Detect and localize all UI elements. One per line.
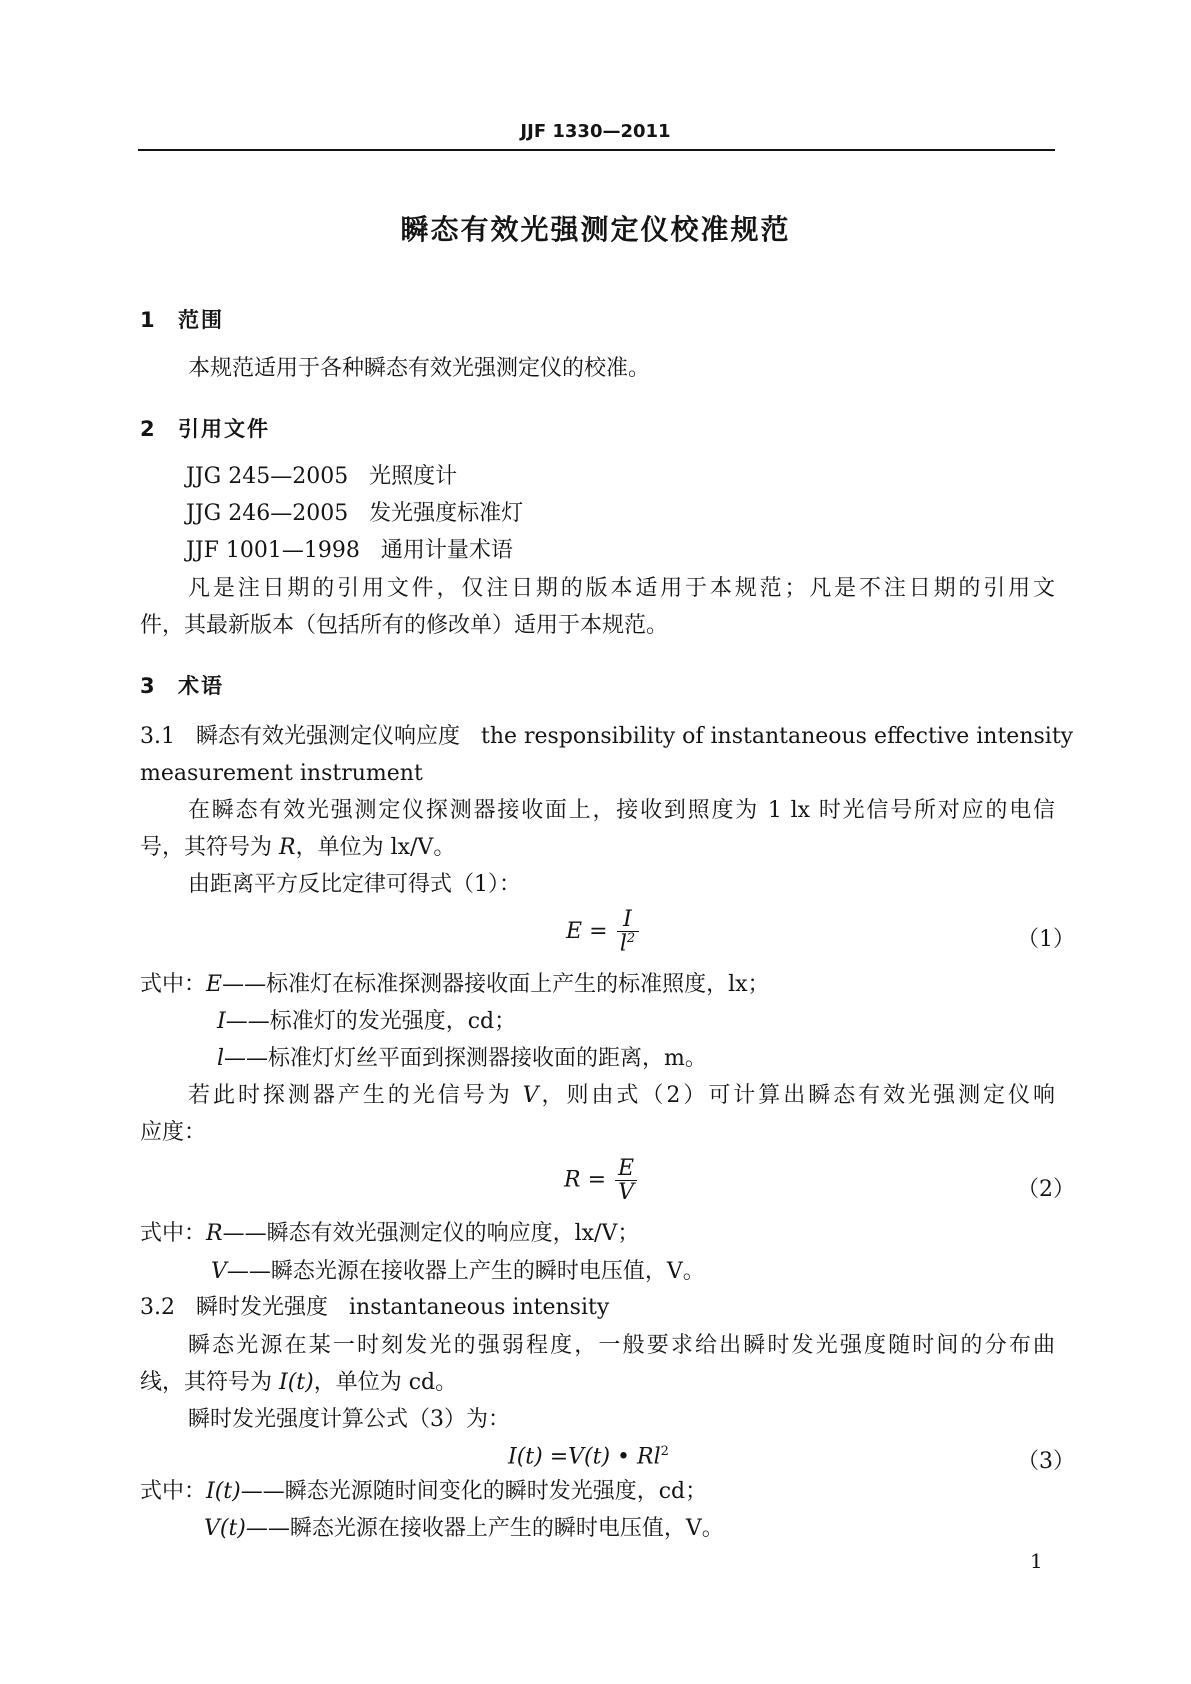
where-desc: 瞬态光源在接收器上产生的瞬时电压值，V。	[289, 1516, 724, 1541]
where-prefix: 式中：	[140, 1479, 207, 1504]
document-title: 瞬态有效光强测定仪校准规范	[400, 213, 791, 246]
section-number: 2	[140, 417, 157, 441]
reference-note-line: 凡是注日期的引用文件，仅注日期的版本适用于本规范；凡是不注日期的引用文	[188, 576, 1055, 601]
equation-equals: =	[587, 1167, 607, 1193]
where-line	[140, 1481, 707, 1503]
definition-text: 线，其符号为	[140, 1370, 279, 1395]
dash: ——	[226, 1259, 271, 1284]
equation-equals: =	[542, 1444, 569, 1470]
where-line	[217, 1011, 516, 1033]
where-line	[204, 1518, 724, 1540]
header-rule	[138, 149, 1055, 151]
term-english: instantaneous intensity	[348, 1295, 610, 1320]
reference-note-line: 件，其最新版本（包括所有的修改单）适用于本规范。	[140, 613, 669, 638]
where-line	[217, 1048, 707, 1070]
where-line	[140, 1223, 639, 1245]
where-line	[211, 1261, 705, 1283]
denominator	[620, 932, 635, 955]
where-desc: 标准灯在标准探测器接收面上产生的标准照度，lx；	[266, 972, 770, 997]
page-header-code: JJF 1330—2011	[520, 121, 671, 142]
section-title: 引用文件	[178, 417, 270, 441]
symbol: V	[522, 1083, 539, 1108]
equation-lhs: R	[564, 1167, 581, 1193]
term-english: the responsibility of instantaneous effective intensity	[480, 724, 1074, 749]
section-number: 3	[140, 674, 157, 698]
reference-code: JJG 246—2005	[186, 501, 349, 526]
page-number: 1	[1030, 1549, 1043, 1573]
definition-line	[140, 1372, 457, 1394]
section-2-heading	[140, 413, 270, 443]
definition-text: ，单位为 lx/V。	[295, 835, 456, 860]
dash: ——	[225, 1009, 270, 1034]
where-prefix: 式中：	[140, 972, 207, 997]
reference-item	[186, 503, 523, 525]
equation-term: V(t)	[568, 1444, 611, 1470]
definition-line: 在瞬态有效光强测定仪探测器接收面上，接收到照度为 1 lx 时光信号所对应的电信	[188, 798, 1055, 823]
reference-code: JJG 245—2005	[186, 464, 349, 489]
equation-number: （2）	[1017, 1177, 1075, 1202]
numerator: I	[623, 907, 632, 932]
term-english-continued: measurement instrument	[140, 761, 423, 786]
dash: ——	[240, 1479, 285, 1504]
where-desc: 瞬态光源在接收器上产生的瞬时电压值，V。	[270, 1259, 705, 1284]
dash: ——	[222, 972, 267, 997]
reference-title: 发光强度标准灯	[369, 501, 524, 526]
definition-text: ，单位为 cd。	[313, 1370, 458, 1395]
section-title: 范围	[178, 308, 224, 332]
where-line	[140, 974, 770, 996]
section-1-paragraph: 本规范适用于各种瞬态有效光强测定仪的校准。	[188, 356, 651, 381]
paragraph-text: ，则由式（2）可计算出瞬态有效光强测定仪响	[538, 1083, 1055, 1108]
symbol: I(t)	[206, 1479, 241, 1504]
symbol: V	[211, 1259, 227, 1284]
equation-intro: 瞬时发光强度计算公式（3）为：	[188, 1407, 510, 1432]
equation-term: Rl	[637, 1444, 661, 1470]
term-chinese: 瞬时发光强度	[195, 1295, 328, 1320]
term-number: 3.2	[140, 1295, 175, 1320]
dash: ——	[222, 1221, 267, 1246]
denominator: V	[618, 1180, 634, 1206]
paragraph-line: 应度：	[140, 1120, 207, 1145]
equation-number: （3）	[1017, 1449, 1075, 1474]
exponent: 2	[660, 1444, 669, 1459]
symbol: E	[206, 972, 223, 997]
where-desc: 标准灯灯丝平面到探测器接收面的距离，m。	[268, 1046, 707, 1071]
reference-title: 光照度计	[369, 464, 458, 489]
paragraph-line	[188, 1085, 1055, 1107]
equation-2	[564, 1157, 639, 1204]
term-chinese: 瞬态有效光强测定仪响应度	[195, 724, 460, 749]
symbol: l	[217, 1046, 225, 1071]
symbol: R	[206, 1221, 223, 1246]
symbol: I(t)	[279, 1370, 314, 1395]
reference-title: 通用计量术语	[380, 538, 513, 563]
numerator: E	[617, 1156, 635, 1181]
exponent: 2	[626, 931, 636, 947]
term-3-2-heading	[140, 1297, 609, 1319]
equation-intro: 由距离平方反比定律可得式（1）：	[188, 872, 521, 897]
equation-term: I(t)	[508, 1444, 543, 1470]
symbol: R	[279, 835, 296, 860]
term-number: 3.1	[140, 724, 175, 749]
reference-item	[186, 540, 513, 562]
where-desc: 瞬态有效光强测定仪的响应度，lx/V；	[266, 1221, 640, 1246]
fraction	[615, 1157, 637, 1204]
section-1-heading	[140, 304, 224, 334]
section-number: 1	[140, 308, 157, 332]
where-desc: 瞬态光源随时间变化的瞬时发光强度，cd；	[284, 1479, 708, 1504]
where-desc: 标准灯的发光强度，cd；	[269, 1009, 517, 1034]
reference-item	[186, 466, 457, 488]
equation-number: （1）	[1017, 927, 1075, 952]
equation-equals: =	[589, 918, 608, 944]
dash: ——	[224, 1046, 269, 1071]
equation-dot: •	[610, 1444, 638, 1470]
section-title: 术语	[178, 674, 224, 698]
definition-text: 号，其符号为	[140, 835, 279, 860]
symbol: V(t)	[204, 1516, 246, 1541]
equation-lhs: E	[566, 918, 583, 944]
dash: ——	[245, 1516, 290, 1541]
paragraph-text: 若此时探测器产生的光信号为	[188, 1083, 523, 1108]
definition-line	[140, 837, 455, 859]
symbol: I	[217, 1009, 226, 1034]
fraction	[617, 908, 639, 956]
reference-code: JJF 1001—1998	[186, 538, 360, 563]
section-3-heading	[140, 670, 224, 700]
definition-line: 瞬态光源在某一时刻发光的强弱程度，一般要求给出瞬时发光强度随时间的分布曲	[188, 1333, 1055, 1358]
equation-3	[508, 1444, 669, 1469]
term-3-1-heading	[140, 724, 1074, 749]
denominator-base: l	[619, 931, 627, 957]
where-prefix: 式中：	[140, 1221, 207, 1246]
equation-1	[566, 908, 641, 956]
